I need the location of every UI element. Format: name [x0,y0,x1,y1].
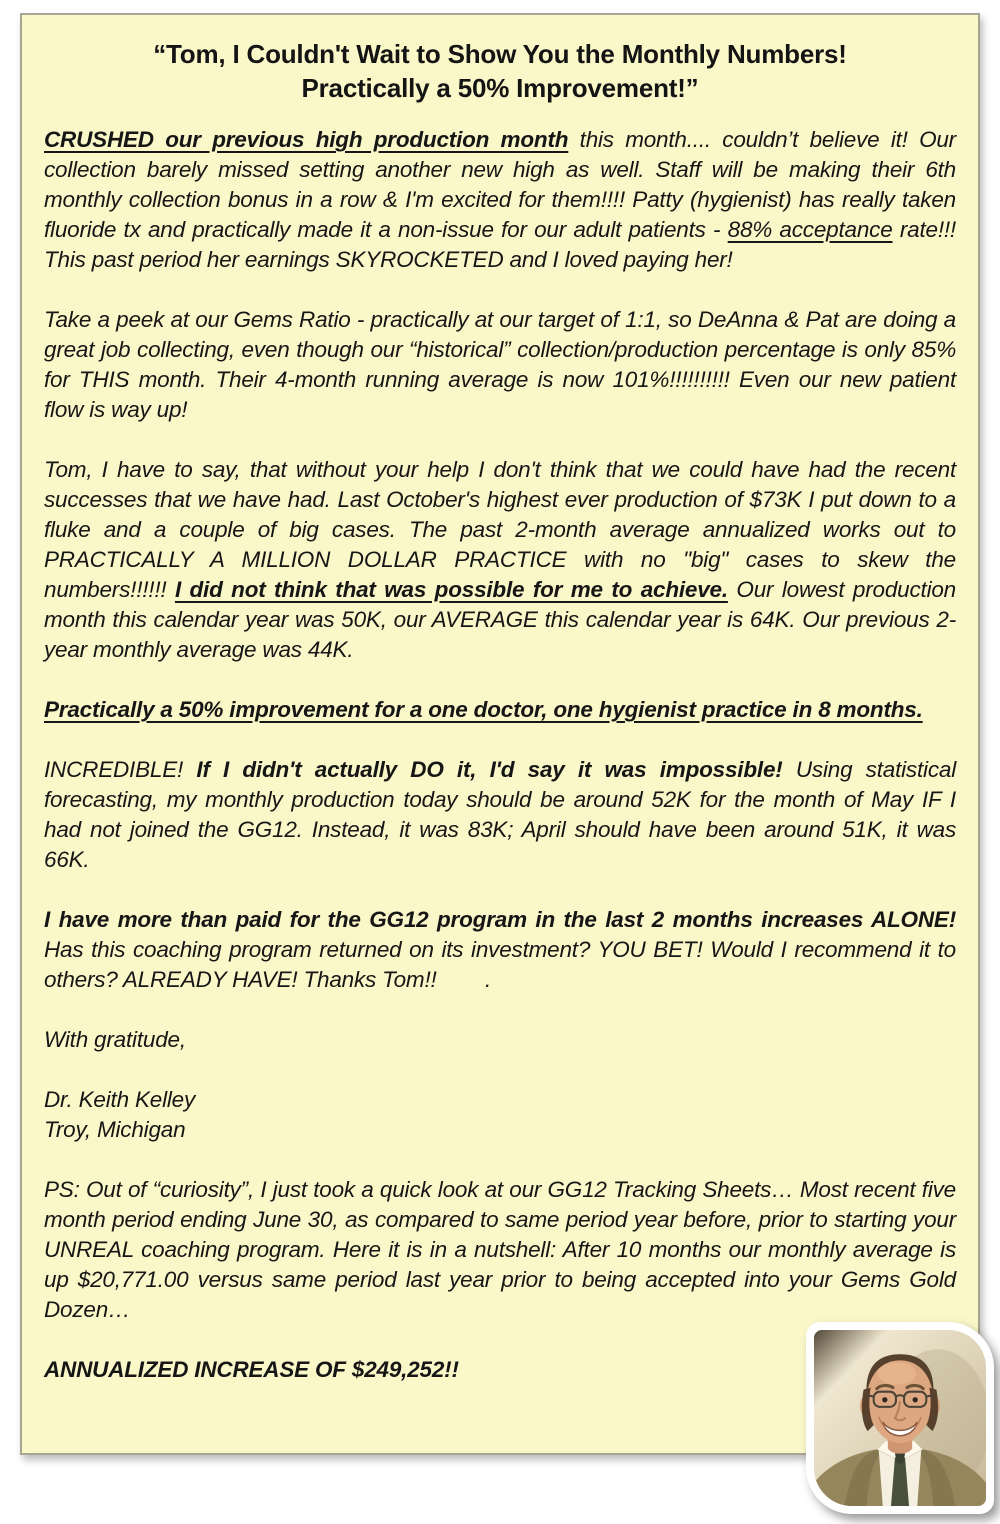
run-p2-text: Take a peek at our Gems Ratio - practically at our target of 1:1, so DeAnna & Pat are doing a great job collecting, even though our “historical” collection/production percentage is only 85% for THIS month. Their 4-month running average is now 101%!!!!!!!!!! Even our new patient flow is way up! [44,307,956,422]
run-p6-text-a: Has this coaching program returned on its investment? YOU BET! Would I recommend it to others? ALREADY HAVE! Thanks Tom!! . [44,937,956,992]
run-p1-text-a: this month.... couldn’t believe it! Our collection barely missed setting another new high as well. Staff will be making their 6th monthly collection bonus in a row & I'm excited for them!!!! Patty (hygienist) has really taken fluoride tx and practically made it a non-issue for our adult patients - [44,127,956,242]
signature-name [44,1085,956,1115]
paragraph-million-dollar [44,455,956,665]
paragraph-crushed [44,125,956,275]
ps-paragraph [44,1175,956,1325]
run-p1-text-b: rate!!! This past period her earnings SKYROCKETED and I loved paying her! [44,217,956,272]
run-crushed-bold-underline: CRUSHED our previous high production month [44,127,569,152]
testimonial-note [20,13,980,1455]
headline-line-1: “Tom, I Couldn't Wait to Show You the Monthly Numbers! [153,39,847,69]
run-p3-bold-underline: I did not think that was possible for me to achieve. [174,577,728,602]
closing-salutation [44,1025,956,1055]
left-eye [882,1397,887,1402]
run-signature-location: Troy, Michigan [44,1117,186,1142]
right-eye [913,1397,918,1402]
paragraph-paid-for-program [44,905,956,995]
run-p4-bold-underline: Practically a 50% improvement for a one doctor, one hygienist practice in 8 months. [44,697,923,722]
run-p5-text-a: INCREDIBLE! [44,757,197,782]
portrait-frame [806,1322,994,1514]
headline [44,37,956,105]
run-salutation: With gratitude, [44,1027,186,1052]
signature-location [44,1115,956,1145]
paragraph-gems-ratio [44,305,956,425]
forehead-highlight [878,1362,916,1384]
run-signature-name: Dr. Keith Kelley [44,1087,196,1112]
portrait-photo [814,1330,986,1506]
portrait-illustration [814,1330,986,1506]
paragraph-50-percent-improvement [44,695,956,725]
run-p5-bold: If I didn't actually DO it, I'd say it was impossible! [196,757,783,782]
run-annualized-text: ANNUALIZED INCREASE OF $249,252!! [44,1357,459,1382]
headline-line-2: Practically a 50% Improvement!” [301,73,699,103]
run-p3-text-a: Tom, I have to say, that without your help I don't think that we could have had the recent successes that we have had. Last October's highest ever production of $73K I put down to a fluke and a couple of big cases. The past 2-month average annualized works out to PRACTICALLY A MILLION DOLLAR PRACTICE with no "big" cases to skew the numbers!!!!!! [44,457,956,602]
run-ps-text: PS: Out of “curiosity”, I just took a quick look at our GG12 Tracking Sheets… Most recent five month period ending June 30, as compared to same period year before, prior to starting your UNREAL coaching program. Here it is in a nutshell: After 10 months our monthly average is up $20,771.00 versus same period last year prior to being accepted into your Gems Gold Dozen… [44,1177,956,1322]
paragraph-incredible [44,755,956,875]
run-p1-underline-acceptance: 88% acceptance [727,217,893,242]
run-p5-text-b: Using statistical forecasting, my monthly production today should be around 52K for the month of May IF I had not joined the GG12. Instead, it was 83K; April should have been around 51K, it was 66K. [44,757,956,872]
run-p3-text-b: Our lowest production month this calendar year was 50K, our AVERAGE this calendar year is 64K. Our previous 2-year monthly average was 44K. [44,577,956,662]
run-p6-bold: I have more than paid for the GG12 program in the last 2 months increases ALONE! [44,907,956,932]
